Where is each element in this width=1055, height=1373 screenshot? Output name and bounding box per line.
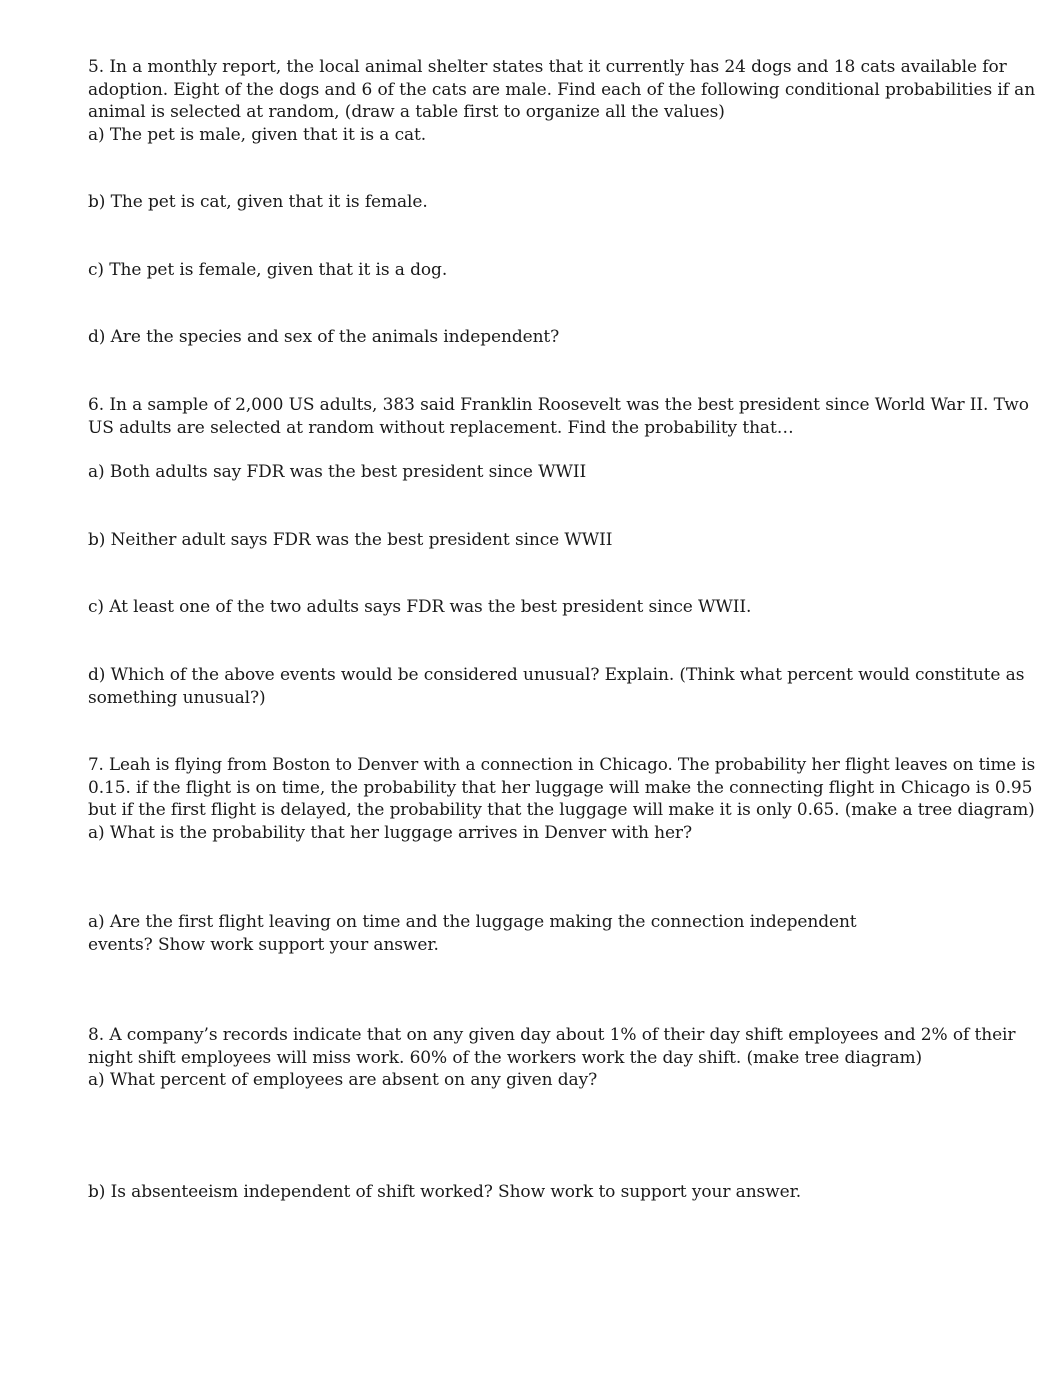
- question-8-intro-line-1: 8. A company’s records indicate that on any given day about 1% of their day shift employees and 2% of their: [88, 1025, 1016, 1045]
- question-6-part-b: b) Neither adult says FDR was the best president since WWII: [88, 530, 613, 550]
- question-5-part-d: d) Are the species and sex of the animals independent?: [88, 327, 560, 347]
- question-6-part-a: a) Both adults say FDR was the best president since WWII: [88, 462, 587, 482]
- question-7-part-a2-line-1: a) Are the first flight leaving on time and the luggage making the connection independent: [88, 912, 857, 932]
- question-8-intro-line-2: night shift employees will miss work. 60% of the workers work the day shift. (make tree diagram): [88, 1047, 923, 1068]
- question-6-intro-line-1: 6. In a sample of 2,000 US adults, 383 said Franklin Roosevelt was the best president since World War II. Two: [88, 395, 1029, 415]
- question-5-part-c: c) The pet is female, given that it is a dog.: [88, 260, 448, 280]
- question-6-part-c: c) At least one of the two adults says FDR was the best president since WWII.: [88, 597, 752, 617]
- question-7-part-a2-line-2: events? Show work support your answer.: [88, 935, 439, 955]
- question-7-intro-line-1: 7. Leah is flying from Boston to Denver with a connection in Chicago. The probability her flight leaves on time is: [88, 755, 1036, 775]
- question-5-part-b: b) The pet is cat, given that it is female.: [88, 192, 428, 212]
- question-7-intro-line-2: 0.15. if the flight is on time, the probability that her luggage will make the connecting flight in Chicago is 0.95: [88, 777, 1033, 798]
- question-8-part-b: b) Is absenteeism independent of shift worked? Show work to support your answer.: [88, 1182, 802, 1202]
- question-5-intro-line-2: adoption. Eight of the dogs and 6 of the cats are male. Find each of the following conditional probabilities if an: [88, 79, 1036, 100]
- question-5-part-a: a) The pet is male, given that it is a cat.: [88, 124, 427, 145]
- question-5-intro-line-1: 5. In a monthly report, the local animal shelter states that it currently has 24 dogs and 18 cats available for: [88, 57, 1007, 77]
- question-6-part-d-line-1: d) Which of the above events would be considered unusual? Explain. (Think what percent would constitute as: [88, 665, 1025, 685]
- question-7-intro-line-3: but if the first flight is delayed, the probability that the luggage will make it is only 0.65. (make a tree diagram): [88, 800, 1035, 820]
- question-7-part-a: a) What is the probability that her luggage arrives in Denver with her?: [88, 822, 692, 843]
- question-6-part-d-line-2: something unusual?): [88, 687, 266, 708]
- question-8-part-a: a) What percent of employees are absent on any given day?: [88, 1070, 598, 1090]
- question-6-intro-line-2: US adults are selected at random without replacement. Find the probability that…: [88, 417, 794, 438]
- question-5-intro-line-3: animal is selected at random, (draw a table first to organize all the values): [88, 102, 725, 122]
